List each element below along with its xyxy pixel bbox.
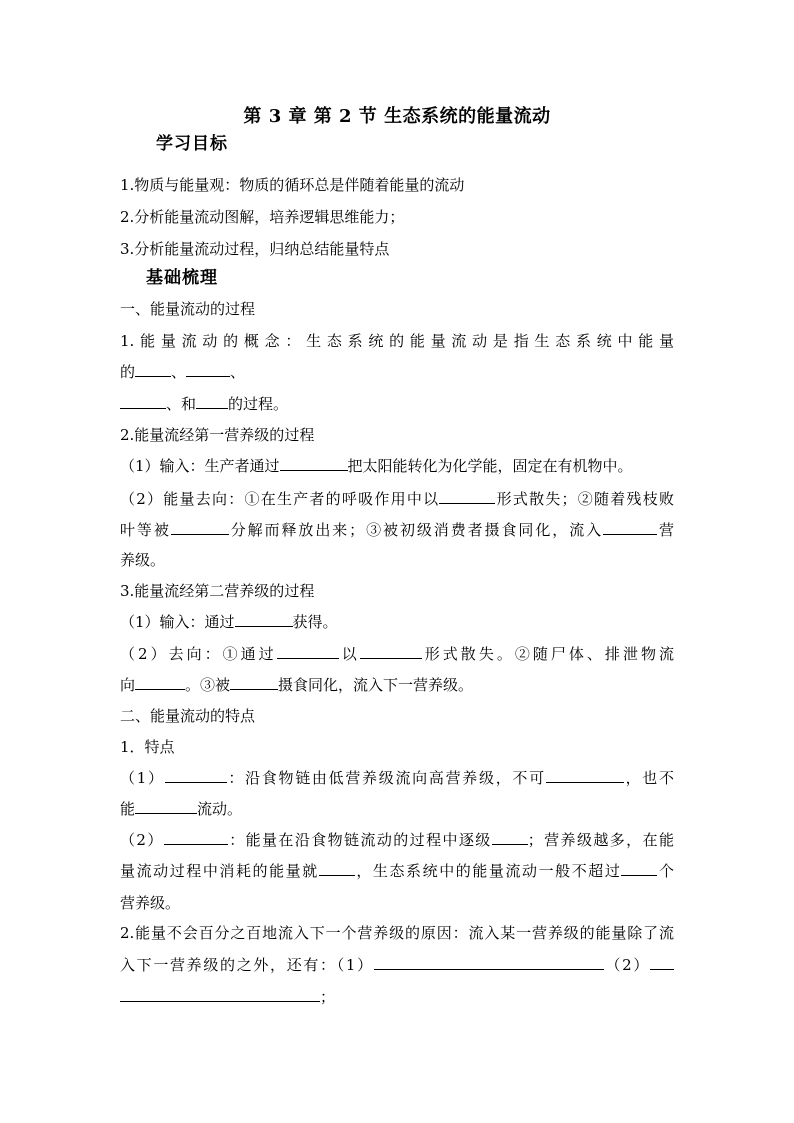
q3-text: （2）去向：①通过 — [120, 645, 277, 663]
q2-text: 分解而释放出来；③被初级消费者摄食同化，流入 — [228, 521, 604, 539]
q2-line-2 — [120, 488, 674, 510]
reason-text: （2） — [603, 956, 651, 974]
feature-2-line-1 — [120, 829, 674, 851]
q2-text: 营 — [657, 521, 674, 539]
basics-heading: 基础梳理 — [146, 268, 218, 288]
q3-text: 获得。 — [292, 613, 338, 631]
q3-text: 摄食同化，流入下一营养级。 — [278, 676, 474, 694]
objective-item-3: 3.分析能量流动过程，归纳总结能量特点 — [120, 240, 390, 258]
blank-input[interactable] — [319, 860, 355, 876]
feature-text: ，生态系统中的能量流动一般不超过 — [354, 862, 622, 880]
blank-input[interactable] — [120, 986, 320, 1002]
concept-line-2 — [120, 361, 245, 383]
page-title: 第 3 章 第 2 节 生态系统的能量流动 — [243, 106, 551, 127]
blank-input[interactable] — [171, 519, 229, 535]
blank-input[interactable] — [135, 674, 185, 690]
objective-item-1: 1.物质与能量观：物质的循环总是伴随着能量的流动 — [120, 176, 465, 194]
feature-text: 量流动过程中消耗的能量就 — [120, 862, 319, 880]
separator: 、 — [171, 363, 187, 381]
blank-input[interactable] — [621, 860, 657, 876]
q3-text: 。③被 — [185, 676, 231, 694]
q3-text: 向 — [120, 676, 136, 694]
q2-text: 把太阳能转化为化学能，固定在有机物中。 — [347, 457, 633, 475]
reason-text: 2.能量不会百分之百地流入下一个营养级的原因：流入某一营养级的能量除了流 — [120, 924, 674, 942]
q3-text: （1）输入：通过 — [120, 613, 235, 631]
blank-input[interactable] — [280, 455, 348, 471]
blank-input[interactable] — [277, 643, 339, 659]
blank-input[interactable] — [135, 361, 171, 377]
blank-input[interactable] — [186, 361, 230, 377]
blank-input[interactable] — [439, 488, 495, 504]
q2-text: 形式散失；②随着残枝败 — [495, 490, 674, 508]
blank-input[interactable] — [230, 674, 278, 690]
concept-text-1: 1.能量流动的概念：生态系统的能量流动是指生态系统中能量 — [120, 332, 674, 350]
reason-text: ； — [320, 988, 336, 1006]
q3-text: 形式散失。②随尸体、排泄物流 — [421, 645, 674, 663]
feature-text: ，也不 — [623, 769, 674, 787]
blank-input[interactable] — [120, 393, 166, 409]
blank-input[interactable] — [492, 829, 528, 845]
q2-text: （2）能量去向：①在生产者的呼吸作用中以 — [120, 490, 440, 508]
objective-item-2: 2.分析能量流动图解，培养逻辑思维能力； — [120, 208, 405, 226]
feature-text: 个 — [657, 862, 674, 880]
blank-input[interactable] — [374, 954, 604, 970]
blank-input[interactable] — [196, 393, 228, 409]
blank-input[interactable] — [603, 519, 657, 535]
feature-text: 能 — [120, 800, 136, 818]
objectives-heading: 学习目标 — [156, 134, 228, 154]
separator: 、 — [230, 363, 246, 381]
q2-line-1 — [120, 455, 633, 477]
q2-line-4: 养级。 — [120, 551, 166, 569]
feature-1-line-2 — [120, 798, 242, 820]
features-title: 1．特点 — [120, 738, 175, 756]
feature-1-line-1 — [120, 767, 674, 789]
q2-title: 2.能量流经第一营养级的过程 — [120, 426, 315, 444]
concept-text-2: 的 — [120, 363, 136, 381]
feature-text: ：能量在沿食物链流动的过程中逐级 — [227, 831, 492, 849]
blank-input[interactable] — [360, 643, 422, 659]
feature-text: ；营养级越多，在能 — [527, 831, 674, 849]
q3-title: 3.能量流经第二营养级的过程 — [120, 582, 315, 600]
section-1-title: 一、能量流动的过程 — [120, 300, 256, 318]
feature-text: 流动。 — [197, 800, 243, 818]
q3-text: 以 — [338, 645, 360, 663]
reason-line-2 — [120, 954, 674, 976]
q2-text: 叶等被 — [120, 521, 171, 539]
q2-text: （1）输入：生产者通过 — [120, 457, 280, 475]
blank-input[interactable] — [165, 767, 227, 783]
feature-2-line-2 — [120, 860, 674, 882]
feature-text: ：沿食物链由低营养级流向高营养级，不可 — [226, 769, 546, 787]
blank-input[interactable] — [650, 954, 674, 970]
q3-line-1 — [120, 611, 338, 633]
feature-2-line-3: 营养级。 — [120, 894, 181, 912]
feature-text: （2） — [120, 831, 164, 849]
feature-text: （1） — [120, 769, 165, 787]
reason-line-1 — [120, 922, 674, 944]
section-2-title: 二、能量流动的特点 — [120, 707, 256, 725]
blank-input[interactable] — [235, 611, 293, 627]
blank-input[interactable] — [546, 767, 624, 783]
blank-input[interactable] — [164, 829, 228, 845]
blank-input[interactable] — [135, 798, 197, 814]
concept-line-1 — [120, 330, 674, 352]
concept-text-3b: 的过程。 — [228, 395, 289, 413]
concept-line-3 — [120, 393, 288, 415]
q3-line-2 — [120, 643, 674, 665]
q3-line-3 — [120, 674, 473, 696]
q2-line-3 — [120, 519, 674, 541]
reason-text: 入下一营养级的之外，还有：（1） — [120, 956, 374, 974]
reason-line-3 — [120, 986, 335, 1008]
concept-text-3a: 、和 — [166, 395, 197, 413]
